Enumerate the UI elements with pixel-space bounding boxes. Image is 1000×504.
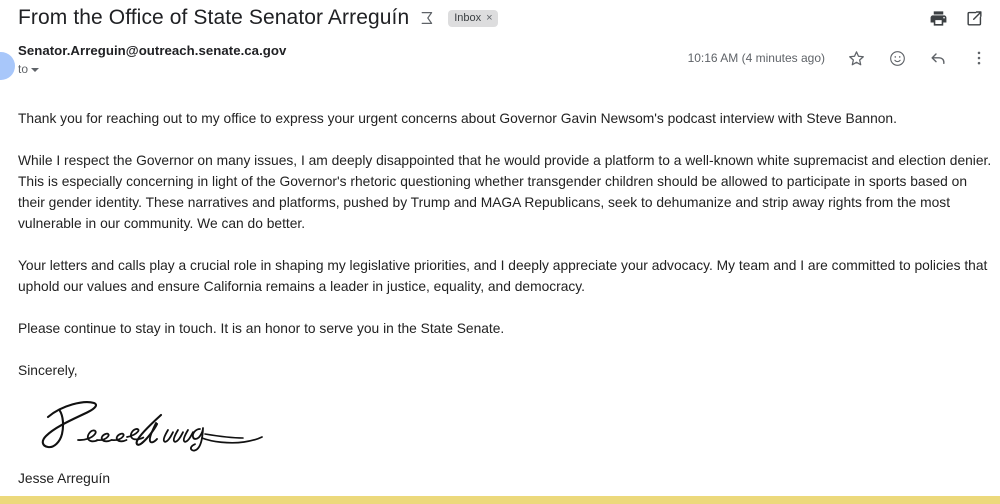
avatar <box>0 52 15 80</box>
recipient-label: to <box>18 62 29 76</box>
header-actions <box>928 8 988 28</box>
label-chip-text: Inbox <box>454 11 482 24</box>
close-icon[interactable]: × <box>486 11 493 24</box>
add-reaction-icon[interactable] <box>887 48 907 68</box>
print-icon[interactable] <box>928 8 948 28</box>
timestamp: 10:16 AM (4 minutes ago) <box>687 51 825 65</box>
more-options-icon[interactable] <box>969 48 989 68</box>
open-in-new-window-icon[interactable] <box>964 8 984 28</box>
page-title: From the Office of State Senator Arreguín <box>18 6 410 29</box>
recipient-expander[interactable] <box>18 61 39 77</box>
sender-details <box>18 42 286 77</box>
chevron-down-icon <box>31 68 39 72</box>
signature-name: Jesse Arreguín <box>18 471 111 486</box>
body-paragraph-2: While I respect the Governor on many issues, I am deeply disappointed that he would provide a platform to a well-known white supremacist and election denier. This is especially concerning in light of the Governor's rhetoric questioning whether transgender children should be allowed to participate in sports based on their gender identity. These narratives and platforms, pushed by Trump and MAGA Republicans, seek to dehumanize and strip away rights from the most vulnerable in our community. We can do better. <box>18 153 992 231</box>
label-chip-inbox[interactable] <box>448 10 497 27</box>
signature-image <box>30 400 310 460</box>
subject-row <box>0 0 1000 36</box>
reply-icon[interactable] <box>928 48 948 68</box>
body-paragraph-3: Your letters and calls play a crucial role in shaping my legislative priorities, and I deeply appreciate your advocacy. My team and I are committed to policies that uphold our values and ensure California remains a leader in justice, equality, and democracy. <box>18 258 988 294</box>
body-closing: Sincerely, <box>18 363 78 378</box>
message-body <box>18 108 1000 489</box>
message-actions <box>688 42 992 68</box>
star-icon[interactable] <box>846 48 866 68</box>
accent-band <box>0 496 1000 504</box>
body-paragraph-1: Thank you for reaching out to my office to express your urgent concerns about Governor Gavin Newsom's podcast interview with Steve Bannon. <box>18 111 897 126</box>
body-paragraph-4: Please continue to stay in touch. It is an honor to serve you in the State Senate. <box>18 321 505 336</box>
thread-collapse-icon[interactable] <box>420 10 436 26</box>
sender-email[interactable]: Senator.Arreguin@outreach.senate.ca.gov <box>18 43 287 58</box>
sender-row <box>0 42 1000 78</box>
